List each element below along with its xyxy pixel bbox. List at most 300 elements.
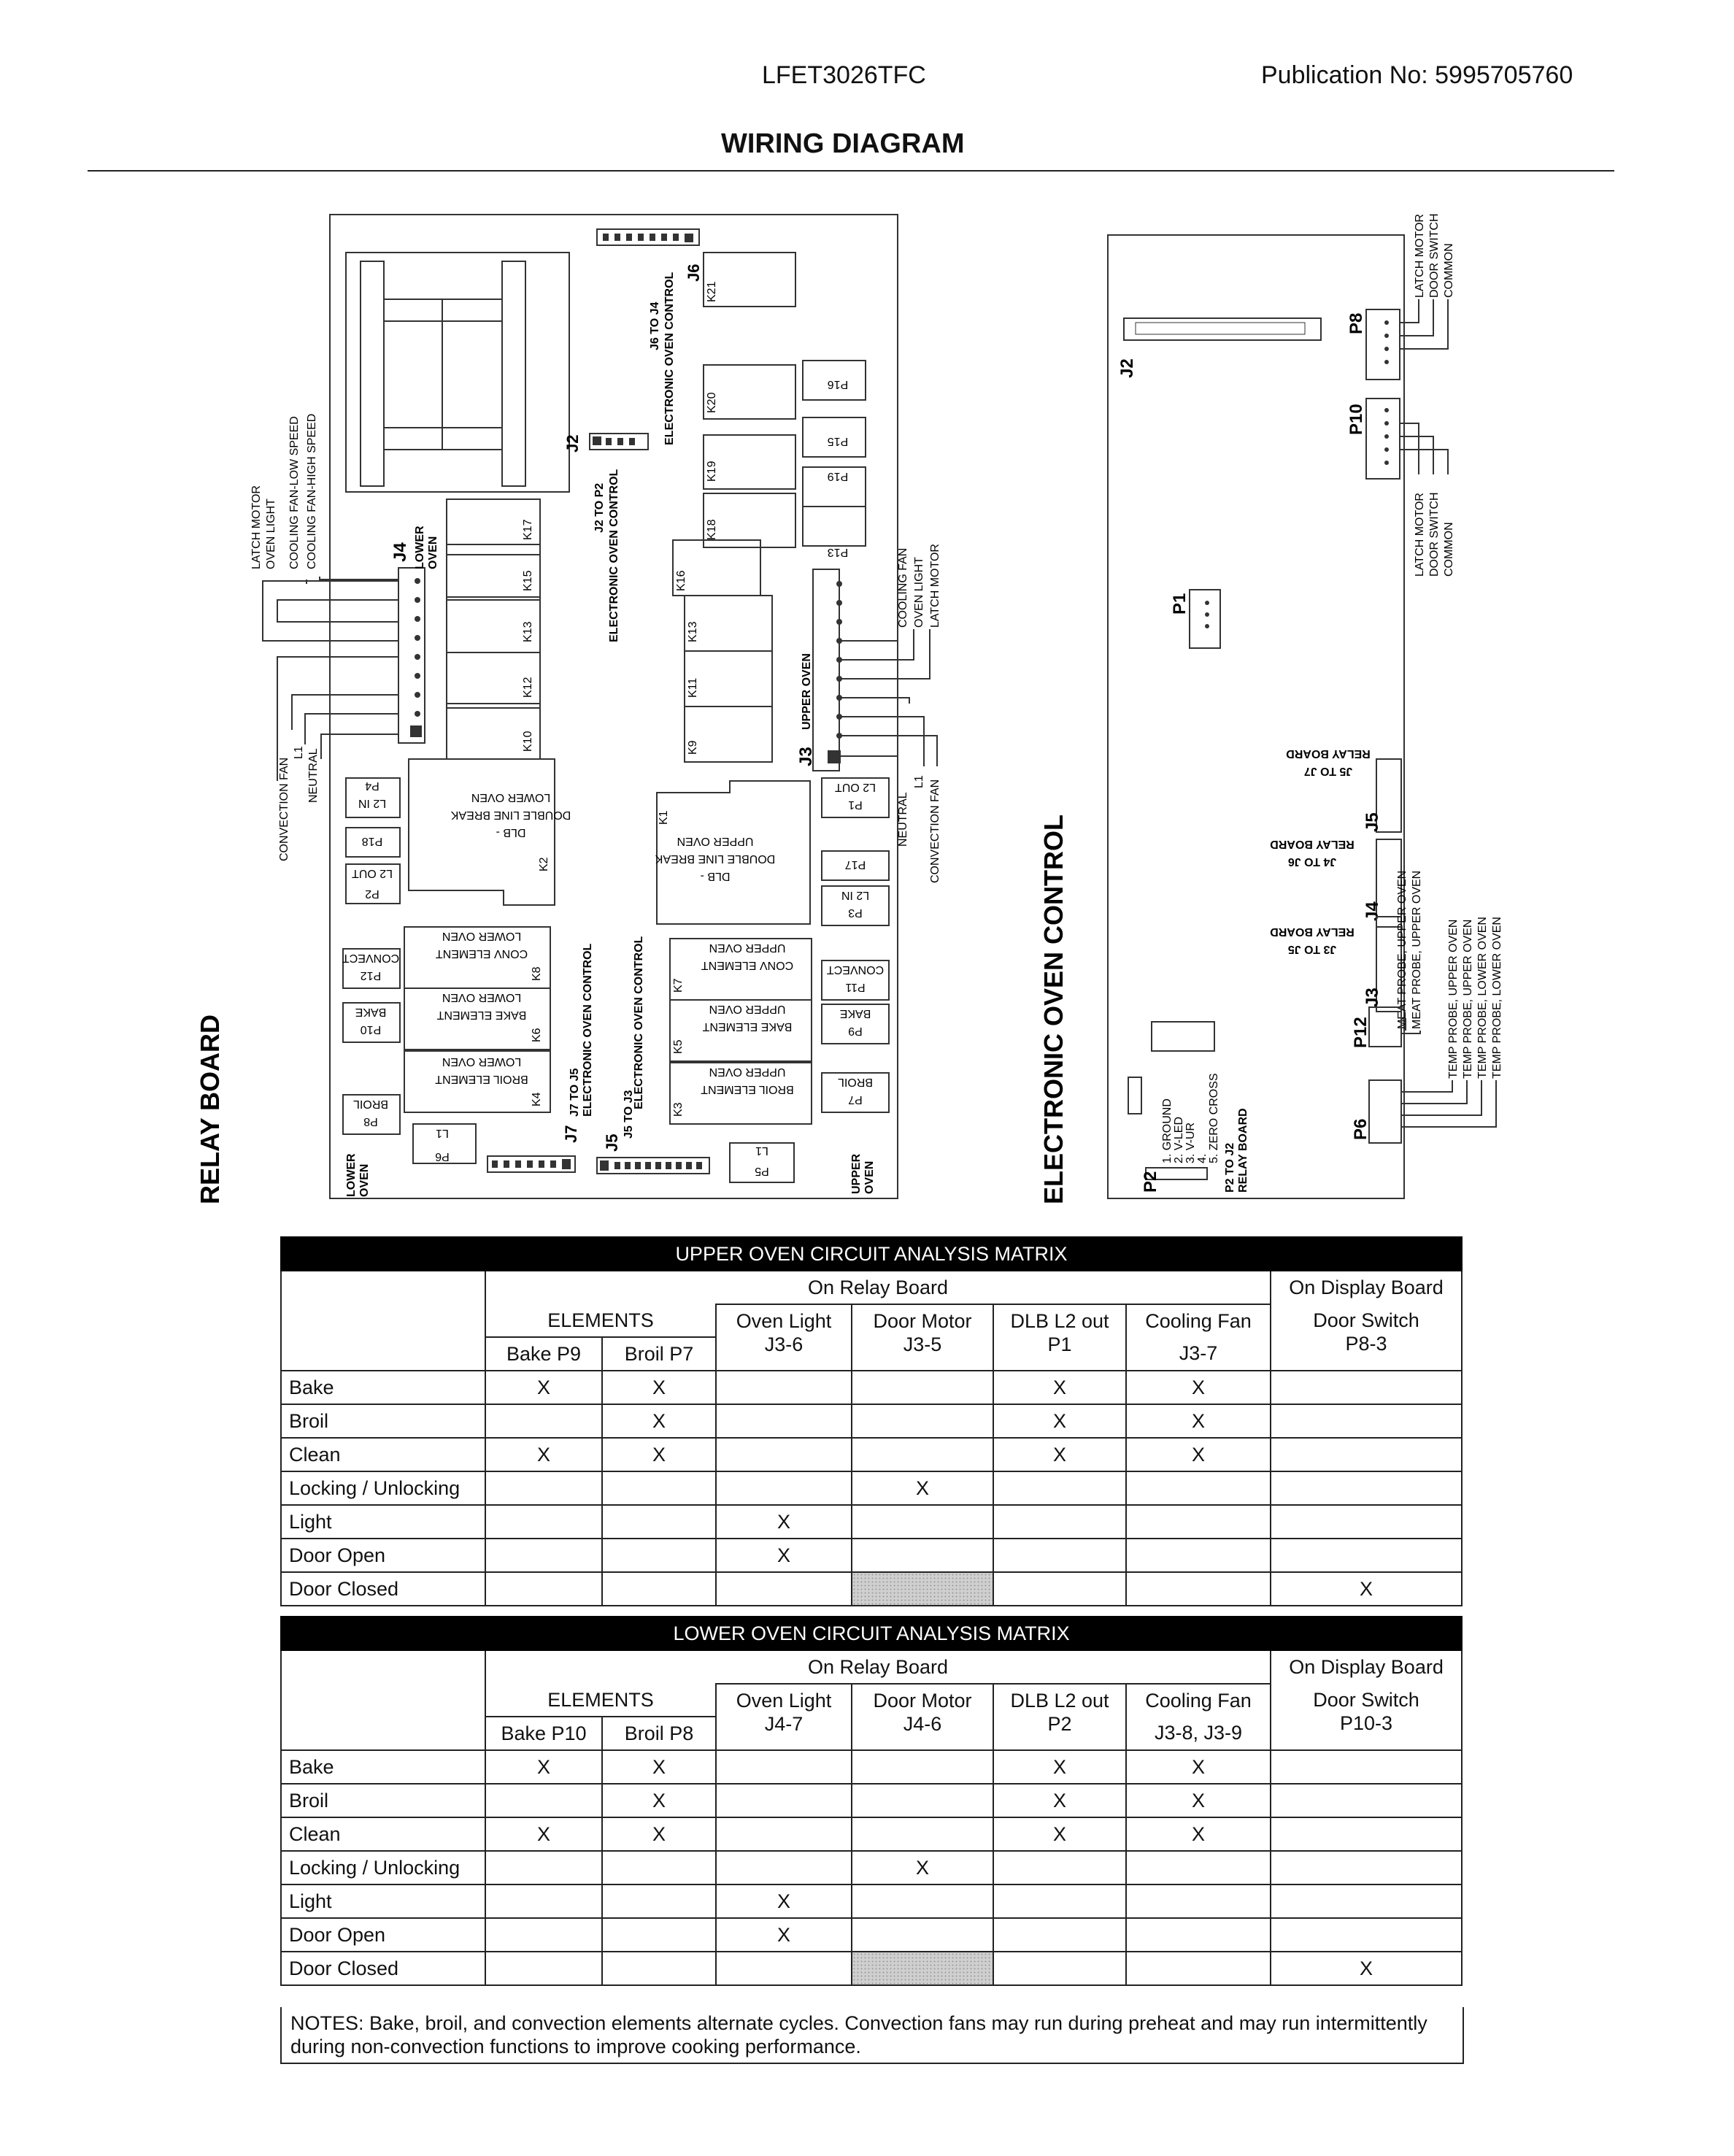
matrix-row-label: Broil xyxy=(281,1404,485,1438)
relay-k20-label: K20 xyxy=(706,392,718,413)
relay-k17-label: K17 xyxy=(522,519,534,540)
matrix-notes: NOTES: Bake, broil, and convection elements alternate cycles. Convection fans may run during preheat and may run intermittently during non-convection functions to improve cooking performance. xyxy=(280,2007,1464,2064)
eoc-p2-wire-2: 2. V-LED xyxy=(1173,1116,1185,1163)
lower-elements-header: ELEMENTS xyxy=(485,1684,716,1717)
j3-label: J3 xyxy=(796,747,816,766)
conv-upper-line1: CONV ELEMENT xyxy=(701,959,794,971)
matrix-cell xyxy=(852,1438,993,1471)
matrix-cell xyxy=(1126,1505,1271,1539)
j2-to-p2-label: J2 TO P2 xyxy=(593,482,606,533)
matrix-cell xyxy=(602,1539,716,1572)
relay-k4-label: K4 xyxy=(531,1092,543,1106)
lower-matrix-rows xyxy=(281,1750,1462,1985)
matrix-row xyxy=(281,1438,1462,1471)
k-eoc-label: ELECTRONIC OVEN CONTROL xyxy=(633,936,645,1109)
eoc-p8-common: COMMON xyxy=(1443,243,1455,298)
terminal-p12-label: P12 xyxy=(360,969,382,982)
j3-wire-l1: L1 xyxy=(913,775,925,788)
j6-connector xyxy=(597,229,699,245)
eoc-p6-temp-probe-4: TEMP PROBE, LOWER OVEN xyxy=(1491,917,1503,1079)
lower-col-broil: Broil P8 xyxy=(602,1717,716,1750)
j4-lower-oven-label: LOWER xyxy=(414,525,426,569)
matrix-cell xyxy=(1126,1918,1271,1952)
matrix-cell: X xyxy=(485,1817,602,1851)
matrix-cell xyxy=(485,1471,602,1505)
matrix-cell xyxy=(1126,1572,1271,1606)
terminal-bake-lower: BAKE xyxy=(355,1006,387,1018)
upper-elements-header: ELEMENTS xyxy=(485,1304,716,1337)
matrix-cell xyxy=(852,1784,993,1817)
j5-connector xyxy=(597,1158,709,1174)
matrix-cell xyxy=(852,1884,993,1918)
terminal-p19-label: P19 xyxy=(827,470,849,482)
upper-oven-corner-1: UPPER xyxy=(850,1153,863,1194)
terminal-p13 xyxy=(803,507,866,546)
matrix-cell: X xyxy=(993,1438,1126,1471)
matrix-cell: X xyxy=(993,1404,1126,1438)
terminal-p15-label: P15 xyxy=(827,435,849,447)
terminal-p17-label: P17 xyxy=(844,858,866,871)
upper-matrix-rows xyxy=(281,1371,1462,1606)
eoc-p12-label: P12 xyxy=(1351,1017,1371,1048)
matrix-cell xyxy=(716,1404,852,1438)
matrix-row xyxy=(281,1817,1462,1851)
matrix-cell: X xyxy=(993,1750,1126,1784)
bake-lower-line1: BAKE ELEMENT xyxy=(436,1009,527,1021)
matrix-row xyxy=(281,1404,1462,1438)
relay-board-title: RELAY BOARD xyxy=(195,1014,225,1204)
lower-col-cooling-fan-pin: J3-8, J3-9 xyxy=(1126,1717,1271,1750)
eoc-p8-door-switch: DOOR SWITCH xyxy=(1428,213,1441,298)
eoc-j3-label: J3 xyxy=(1363,987,1382,1007)
j3-wires xyxy=(839,629,937,766)
relay-k11-label: K11 xyxy=(687,677,699,698)
matrix-cell: X xyxy=(602,1817,716,1851)
broil-lower-line2: LOWER OVEN xyxy=(442,1055,522,1068)
dlb-upper-line1: DLB - xyxy=(700,870,731,882)
terminal-l2out-lower: L2 OUT xyxy=(351,867,393,879)
eoc-j4-relay-board: RELAY BOARD xyxy=(1270,838,1355,850)
matrix-cell: X xyxy=(1271,1952,1462,1985)
matrix-cell xyxy=(485,1539,602,1572)
conv-lower-line1: CONV ELEMENT xyxy=(435,947,528,960)
broil-upper-line2: UPPER OVEN xyxy=(709,1066,786,1078)
j7-label: J7 xyxy=(562,1125,580,1143)
matrix-cell: X xyxy=(485,1371,602,1404)
eoc-j5-label: J5 xyxy=(1363,812,1382,832)
eoc-j3-to-j5: J3 TO J5 xyxy=(1287,943,1337,955)
matrix-row-label: Locking / Unlocking xyxy=(281,1851,485,1884)
eoc-p6-temp-probe-1: TEMP PROBE, UPPER OVEN xyxy=(1447,919,1460,1079)
j4-wire-convection-fan: CONVECTION FAN xyxy=(278,757,290,861)
upper-oven-corner-2: OVEN xyxy=(863,1160,876,1194)
matrix-cell: X xyxy=(602,1750,716,1784)
matrix-cell xyxy=(716,1952,852,1985)
matrix-row xyxy=(281,1918,1462,1952)
eoc-p2-label: P2 xyxy=(1141,1171,1160,1193)
terminal-p5-label: P5 xyxy=(755,1165,769,1177)
dlb-lower-line3: LOWER OVEN xyxy=(471,791,551,804)
matrix-cell: X xyxy=(993,1817,1126,1851)
matrix-cell: X xyxy=(716,1505,852,1539)
matrix-cell xyxy=(1271,1438,1462,1471)
matrix-cell xyxy=(1271,1539,1462,1572)
relay-k9-label: K9 xyxy=(687,740,699,755)
terminal-p1-label: P1 xyxy=(848,798,863,811)
matrix-cell xyxy=(1271,1471,1462,1505)
eoc-p2-wire-5: 5. ZERO CROSS xyxy=(1208,1073,1220,1163)
matrix-row-label: Door Open xyxy=(281,1918,485,1952)
lower-col-oven-light: Oven Light J4-7 xyxy=(716,1684,852,1750)
matrix-cell xyxy=(485,1952,602,1985)
lower-col-cooling-fan: Cooling Fan xyxy=(1126,1684,1271,1717)
eoc-j3-meat-probe-2: MEAT PROBE, UPPER OVEN xyxy=(1411,870,1423,1029)
matrix-cell xyxy=(993,1572,1126,1606)
eoc-board-title: ELECTRONIC OVEN CONTROL xyxy=(1039,814,1068,1204)
lower-col-bake: Bake P10 xyxy=(485,1717,602,1750)
matrix-cell xyxy=(993,1505,1126,1539)
relay-k1-dlb xyxy=(657,781,810,924)
lower-display-board-header: On Display Board xyxy=(1271,1650,1462,1684)
upper-col-cooling-fan: Cooling Fan xyxy=(1126,1304,1271,1337)
matrix-row xyxy=(281,1750,1462,1784)
page-title: WIRING DIAGRAM xyxy=(721,128,965,159)
eoc-p10-label: P10 xyxy=(1346,404,1366,435)
transformer xyxy=(346,253,569,492)
eoc-p2-to-j2: P2 TO J2 xyxy=(1224,1142,1236,1193)
terminal-broil-upper: BROIL xyxy=(837,1076,874,1088)
terminal-p3-label: P3 xyxy=(848,906,863,919)
matrix-cell xyxy=(602,1884,716,1918)
matrix-cell xyxy=(716,1851,852,1884)
j4-wire-neutral: NEUTRAL xyxy=(307,748,320,803)
j7-eoc-label: ELECTRONIC OVEN CONTROL xyxy=(582,943,594,1117)
matrix-cell: X xyxy=(1126,1784,1271,1817)
matrix-cell xyxy=(1271,1505,1462,1539)
matrix-row-label: Light xyxy=(281,1884,485,1918)
matrix-cell xyxy=(993,1884,1126,1918)
eoc-component xyxy=(1152,1022,1214,1051)
matrix-cell xyxy=(1271,1817,1462,1851)
matrix-row-label: Clean xyxy=(281,1817,485,1851)
j6-label: J6 xyxy=(685,263,703,282)
matrix-cell: X xyxy=(993,1784,1126,1817)
matrix-cell: X xyxy=(602,1438,716,1471)
matrix-cell xyxy=(485,1404,602,1438)
eoc-p1-connector xyxy=(1190,590,1220,648)
relay-k21-label: K21 xyxy=(706,281,718,302)
matrix-row-label: Door Closed xyxy=(281,1572,485,1606)
matrix-cell xyxy=(602,1851,716,1884)
terminal-p10-label: P10 xyxy=(360,1023,382,1036)
matrix-cell xyxy=(852,1918,993,1952)
j3-wire-latch-motor: LATCH MOTOR xyxy=(929,544,941,628)
eoc-p10-latch-motor: LATCH MOTOR xyxy=(1414,493,1426,577)
j4-connector xyxy=(398,568,425,743)
j3-upper-oven-label: UPPER OVEN xyxy=(801,653,813,730)
matrix-cell: X xyxy=(716,1918,852,1952)
j5-label: J5 xyxy=(603,1133,621,1152)
bake-upper-line2: UPPER OVEN xyxy=(709,1003,786,1015)
matrix-cell xyxy=(852,1750,993,1784)
matrix-cell xyxy=(1271,1371,1462,1404)
matrix-cell xyxy=(852,1371,993,1404)
matrix-row xyxy=(281,1371,1462,1404)
lower-matrix-title: LOWER OVEN CIRCUIT ANALYSIS MATRIX xyxy=(281,1617,1462,1650)
eoc-p6-connector xyxy=(1369,1080,1401,1143)
matrix-cell xyxy=(852,1572,993,1606)
matrix-cell xyxy=(485,1572,602,1606)
matrix-cell: X xyxy=(485,1438,602,1471)
j5-to-j3-label: J5 TO J3 xyxy=(623,1090,635,1139)
matrix-cell xyxy=(602,1918,716,1952)
dlb-upper-line3: UPPER OVEN xyxy=(677,835,754,847)
conv-upper-line2: UPPER OVEN xyxy=(709,942,786,954)
matrix-cell: X xyxy=(1126,1404,1271,1438)
matrix-cell xyxy=(716,1572,852,1606)
relay-k13-lower-label: K13 xyxy=(522,621,534,642)
eoc-p8-latch-motor: LATCH MOTOR xyxy=(1414,214,1426,298)
matrix-cell xyxy=(852,1539,993,1572)
terminal-p6-label: P6 xyxy=(435,1150,450,1163)
matrix-cell xyxy=(852,1952,993,1985)
matrix-cell xyxy=(1271,1404,1462,1438)
matrix-cell xyxy=(1126,1539,1271,1572)
matrix-cell xyxy=(1271,1918,1462,1952)
terminal-p4-label: P4 xyxy=(365,779,379,792)
j3-wire-convection-fan: CONVECTION FAN xyxy=(929,779,941,883)
upper-col-oven-light: Oven Light J3-6 xyxy=(716,1304,852,1371)
upper-display-board-header: On Display Board xyxy=(1271,1271,1462,1304)
matrix-row-label: Clean xyxy=(281,1438,485,1471)
dlb-upper-line2: DOUBLE LINE BREAK xyxy=(655,852,776,865)
eoc-p10-door-switch: DOOR SWITCH xyxy=(1428,492,1441,577)
terminal-convect-lower: CONVECT xyxy=(342,952,400,964)
eoc-p2-wire-3: 3. V-UR xyxy=(1184,1122,1197,1163)
matrix-cell xyxy=(993,1851,1126,1884)
matrix-row-label: Door Closed xyxy=(281,1952,485,1985)
j3-connector xyxy=(813,569,839,771)
matrix-row xyxy=(281,1952,1462,1985)
bake-lower-line2: LOWER OVEN xyxy=(442,991,522,1004)
terminal-broil-lower: BROIL xyxy=(352,1098,389,1110)
j2-eoc-label: ELECTRONIC OVEN CONTROL xyxy=(608,469,620,642)
matrix-cell: X xyxy=(852,1471,993,1505)
j3-wire-neutral: NEUTRAL xyxy=(897,792,909,847)
matrix-cell xyxy=(716,1471,852,1505)
eoc-p2-relay-board: RELAY BOARD xyxy=(1237,1108,1249,1193)
matrix-cell xyxy=(485,1505,602,1539)
terminal-p8-label: P8 xyxy=(363,1115,378,1128)
terminal-l2out-upper: L2 OUT xyxy=(834,781,876,793)
j7-to-j5-label: J7 TO J5 xyxy=(569,1068,581,1117)
relay-k8-label: K8 xyxy=(531,966,543,981)
matrix-cell xyxy=(993,1918,1126,1952)
matrix-row xyxy=(281,1851,1462,1884)
j4-wire-cooling-fan-high: COOLING FAN-HIGH SPEED xyxy=(306,413,318,569)
upper-col-broil: Broil P7 xyxy=(602,1337,716,1371)
matrix-cell: X xyxy=(1126,1371,1271,1404)
matrix-cell xyxy=(485,1884,602,1918)
relay-k7-label: K7 xyxy=(672,978,685,993)
matrix-cell: X xyxy=(716,1884,852,1918)
terminal-l1-upper: L1 xyxy=(755,1144,768,1157)
eoc-j3-relay-board: RELAY BOARD xyxy=(1270,925,1355,938)
upper-col-door-switch: Door Switch P8-3 xyxy=(1271,1304,1462,1371)
matrix-cell: X xyxy=(1271,1572,1462,1606)
matrix-cell: X xyxy=(1126,1438,1271,1471)
matrix-cell: X xyxy=(1126,1750,1271,1784)
j4-oven-label: OVEN xyxy=(427,536,439,569)
matrix-row-label: Door Open xyxy=(281,1539,485,1572)
terminal-p13-label: P13 xyxy=(827,546,849,558)
j6-eoc-label: ELECTRONIC OVEN CONTROL xyxy=(663,272,676,445)
eoc-j3-meat-probe-1: MEAT PROBE, UPPER OVEN xyxy=(1396,870,1409,1029)
j2-label: J2 xyxy=(563,434,582,453)
lower-relay-board-header: On Relay Board xyxy=(485,1650,1271,1684)
relay-k19-label: K19 xyxy=(706,461,718,482)
eoc-j4-label: J4 xyxy=(1363,901,1382,921)
eoc-j4-to-j6: J4 TO J6 xyxy=(1287,855,1337,868)
matrix-cell xyxy=(1126,1952,1271,1985)
conv-lower-line2: LOWER OVEN xyxy=(442,930,522,942)
matrix-cell xyxy=(485,1784,602,1817)
matrix-row xyxy=(281,1505,1462,1539)
eoc-board-outline xyxy=(1108,235,1404,1198)
matrix-cell: X xyxy=(602,1404,716,1438)
matrix-cell: X xyxy=(485,1750,602,1784)
matrix-cell xyxy=(852,1404,993,1438)
matrix-cell xyxy=(993,1539,1126,1572)
eoc-p1-label: P1 xyxy=(1170,593,1190,615)
upper-matrix-corner xyxy=(281,1271,485,1371)
matrix-cell xyxy=(1271,1784,1462,1817)
relay-k10-label: K10 xyxy=(522,731,534,752)
j3-wire-oven-light: OVEN LIGHT xyxy=(913,557,925,628)
upper-matrix-table xyxy=(280,1236,1463,1606)
eoc-p8-label: P8 xyxy=(1346,312,1366,334)
matrix-cell xyxy=(993,1471,1126,1505)
terminal-l1-lower: L1 xyxy=(436,1127,449,1139)
matrix-cell xyxy=(602,1952,716,1985)
matrix-cell xyxy=(602,1471,716,1505)
j4-wire-cooling-fan-low: COOLING FAN-LOW SPEED xyxy=(288,416,301,569)
matrix-cell xyxy=(1126,1884,1271,1918)
lower-matrix-corner xyxy=(281,1650,485,1750)
eoc-p10-common: COMMON xyxy=(1443,522,1455,577)
terminal-p11-label: P11 xyxy=(845,981,866,993)
terminal-convect-upper: CONVECT xyxy=(826,963,885,976)
lower-oven-corner-1: LOWER xyxy=(345,1153,358,1197)
terminal-p2-label: P2 xyxy=(365,888,379,900)
relay-k2-dlb xyxy=(409,759,555,905)
eoc-p2-wire-4: 4. xyxy=(1196,1153,1209,1163)
terminal-l2in-upper: L2 IN xyxy=(841,889,870,901)
j3-wire-cooling-fan: COOLING FAN xyxy=(897,547,909,628)
matrix-row xyxy=(281,1884,1462,1918)
matrix-row-label: Broil xyxy=(281,1784,485,1817)
matrix-cell: X xyxy=(993,1371,1126,1404)
eoc-j2-label: J2 xyxy=(1117,358,1137,378)
broil-lower-line1: BROIL ELEMENT xyxy=(435,1073,528,1085)
matrix-cell xyxy=(1126,1471,1271,1505)
relay-k6-label: K6 xyxy=(531,1028,543,1042)
matrix-cell xyxy=(485,1851,602,1884)
matrix-row xyxy=(281,1471,1462,1505)
matrix-cell xyxy=(716,1817,852,1851)
matrix-cell: X xyxy=(852,1851,993,1884)
eoc-p6-temp-probe-3: TEMP PROBE, LOWER OVEN xyxy=(1476,917,1489,1079)
upper-col-bake: Bake P9 xyxy=(485,1337,602,1371)
terminal-p16-label: P16 xyxy=(827,378,849,390)
matrix-cell xyxy=(852,1505,993,1539)
eoc-j2-connector xyxy=(1124,318,1321,340)
matrix-cell xyxy=(1271,1750,1462,1784)
j6-to-j4-label: J6 TO J4 xyxy=(649,301,661,350)
terminal-l2in-lower: L2 IN xyxy=(358,797,387,809)
upper-col-door-motor: Door Motor J3-5 xyxy=(852,1304,993,1371)
relay-k1-label: K1 xyxy=(658,810,670,825)
upper-col-dlb: DLB L2 out P1 xyxy=(993,1304,1126,1371)
eoc-component-small xyxy=(1128,1077,1141,1114)
eoc-j5-relay-board: RELAY BOARD xyxy=(1286,747,1371,760)
matrix-cell: X xyxy=(602,1371,716,1404)
matrix-row-label: Bake xyxy=(281,1750,485,1784)
matrix-cell: X xyxy=(716,1539,852,1572)
matrix-row-label: Locking / Unlocking xyxy=(281,1471,485,1505)
matrix-row xyxy=(281,1572,1462,1606)
terminal-p7-label: P7 xyxy=(848,1093,863,1106)
matrix-cell xyxy=(716,1438,852,1471)
dlb-lower-line1: DLB - xyxy=(496,826,526,839)
relay-k3-label: K3 xyxy=(672,1102,685,1117)
upper-col-cooling-fan-pin: J3-7 xyxy=(1126,1337,1271,1371)
matrix-cell xyxy=(602,1505,716,1539)
matrix-row xyxy=(281,1784,1462,1817)
matrix-cell xyxy=(1126,1851,1271,1884)
relay-k5-label: K5 xyxy=(672,1039,685,1054)
matrix-cell: X xyxy=(602,1784,716,1817)
terminal-bake-upper: BAKE xyxy=(839,1007,871,1020)
lower-col-door-motor: Door Motor J4-6 xyxy=(852,1684,993,1750)
relay-k15-label: K15 xyxy=(522,570,534,591)
lower-col-dlb: DLB L2 out P2 xyxy=(993,1684,1126,1750)
j4-wire-l1: L1 xyxy=(293,746,305,759)
matrix-cell xyxy=(1271,1884,1462,1918)
model-number: LFET3026TFC xyxy=(762,61,926,89)
upper-matrix-title: UPPER OVEN CIRCUIT ANALYSIS MATRIX xyxy=(281,1237,1462,1271)
matrix-row-label: Bake xyxy=(281,1371,485,1404)
relay-k12-label: K12 xyxy=(522,677,534,698)
matrix-cell xyxy=(716,1784,852,1817)
relay-k18-label: K18 xyxy=(706,519,718,540)
matrix-row-label: Light xyxy=(281,1505,485,1539)
relay-k2-label: K2 xyxy=(538,857,550,871)
matrix-cell xyxy=(852,1817,993,1851)
eoc-p2-wire-1: 1. GROUND xyxy=(1161,1098,1174,1163)
matrix-cell xyxy=(993,1952,1126,1985)
matrix-cell xyxy=(1271,1851,1462,1884)
lower-oven-corner-2: OVEN xyxy=(358,1163,371,1197)
matrix-row xyxy=(281,1539,1462,1572)
matrix-cell xyxy=(716,1750,852,1784)
eoc-p8-connector xyxy=(1366,309,1400,380)
terminal-p9-label: P9 xyxy=(848,1025,863,1037)
broil-upper-line1: BROIL ELEMENT xyxy=(701,1083,794,1096)
upper-relay-board-header: On Relay Board xyxy=(485,1271,1271,1304)
matrix-cell xyxy=(485,1918,602,1952)
bake-upper-line1: BAKE ELEMENT xyxy=(702,1020,793,1033)
